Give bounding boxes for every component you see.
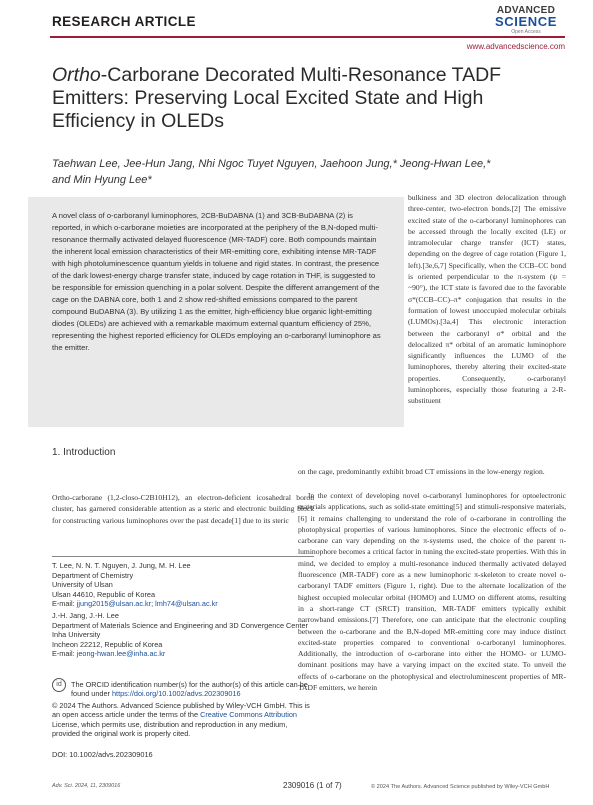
affiliation-univ: University of Ulsan [52, 580, 113, 590]
abstract-text: A novel class of o-carboranyl luminophores, 2CB-BuDABNA (1) and 3CB-BuDABNA (2) is reported, in which o-carborane moieties are incorporated at the periphery of the B,N-doped multi-resonance thermally activated delayed fluorescence (MR-TADF) core. Both compounds maintain the inherent local emission characteristics of their MR-emitting core, exhibiting intense MR-TADF with high photoluminescence quantum yields in toluene and rigid states. In contrast, the presence of the dark lowest-energy charge transfer state, induced by cage rotation in THF, is suggested to be responsible for emission quenching in a polar solvent. Despite the different arrangement of the cage on the DABNA core, both 1 and 2 show red-shifted emissions compared to the parent compound BuDABNA (3). By utilizing 1 as the emitter, high-efficiency blue organic light-emitting diodes (OLEDs) are achieved with a remarkable maximum external quantum efficiency of 25%, representing the highest reported efficiency for OLEDs employing an o-carboranyl luminophore as the emitter. [52, 211, 381, 352]
title-main-part: -Carborane Decorated Multi-Resonance TADF Emitters: Preserving Local Excited State and High Efficiency in OLEDs [52, 64, 502, 132]
affiliation-univ: Inha University [52, 630, 101, 640]
logo-line-3: Open Access [511, 29, 541, 35]
author-list [52, 156, 582, 188]
copyright-text-2: License, which permits use, distribution and reproduction in any medium, provided the original work is properly cited. [52, 719, 288, 739]
email-link[interactable]: jjung2015@ulsan.ac.kr; lmh74@ulsan.ac.kr [76, 599, 218, 609]
section-label: RESEARCH ARTICLE [52, 14, 196, 29]
affiliations [52, 561, 314, 661]
authors-line-2: and Min Hyung Lee* [52, 174, 152, 186]
body-paragraph-right-2 [298, 490, 566, 693]
journal-logo [487, 5, 565, 38]
orcid-link[interactable]: https://doi.org/10.1002/advs.202309016 [111, 689, 241, 699]
orcid-note-text: The ORCID identification number(s) for the author(s) of this article can be found under [71, 680, 308, 699]
footer-copyright: © 2024 The Authors. Advanced Science published by Wiley-VCH GmbH [371, 784, 550, 790]
doi: DOI: 10.1002/advs.202309016 [52, 750, 153, 759]
email-label: E-mail: [52, 649, 75, 659]
title-italic-part: Ortho [52, 64, 101, 86]
footer-citation: Adv. Sci. 2024, 11, 2309016 [52, 783, 121, 789]
authors-line-1: Taehwan Lee, Jee-Hun Jang, Nhi Ngoc Tuyet Nguyen, Jaehoon Jung,* Jeong-Hwan Lee,* [52, 158, 491, 170]
orcid-note [71, 680, 314, 699]
footer-page-number: 2309016 (1 of 7) [283, 781, 342, 790]
logo-line-2: SCIENCE [495, 14, 557, 29]
affiliation-dept: Department of Materials Science and Engineering and 3D Convergence Center [52, 620, 308, 630]
body-paragraph-intro: Ortho-carborane (1,2-closo-C2B10H12), an electron-deficient icosahedral boron cluster, has garnered considerable attention as a steric and electronic building block for constructing various luminophores over the past decade[1] due to its steric [52, 493, 314, 525]
header-rule [50, 36, 565, 38]
article-title [52, 64, 552, 133]
affiliation-rule [52, 556, 314, 557]
email-link[interactable]: jeong-hwan.lee@inha.ac.kr [76, 649, 166, 659]
affiliation-email-row [52, 599, 314, 609]
affiliation-names: J.-H. Jang, J.-H. Lee [52, 610, 119, 620]
section-heading-introduction: 1. Introduction [52, 447, 116, 458]
affiliation-dept: Department of Chemistry [52, 570, 134, 580]
orcid-icon[interactable]: id [52, 678, 66, 692]
right-p2-text: In the context of developing novel o-carboranyl luminophores for optoelectronic materials applications, such as solid-state emitting[5] and stimuli-responsive materials,[6] it remains challenging to understand the role of o-carborane in controlling the photophysical properties of various luminophores. Since the electronic effects of o-carborane can vary depending on the π-systems used, the choice of the parent π-luminophore becomes a critical factor in tuning the excited-state properties. With this in mind, we decided to employ a multi-resonance induced thermally activated delayed fluorescence (MR-TADF) core as a new luminophoric π-skeleton to create novel o-carboranyl TADF emitters (Figure 1, right). Due to the alternate localization of the highest occupied molecular orbital (HOMO) and LUMO on different atoms, resulting in a short-range CT (SRCT) transition, MR-TADF emitters typically exhibit narrowband emissions.[7] Therefore, one can anticipate that the electronic coupling between the o-carborane and the B,N-doped MR-emitting core may induce distinct excited-state properties compared to conventional o-carboranyl luminophores. Additionally, the introduction of o-carborane into either the HOMO- or LUMO-dominant positions may have a varying impact on the excited state. To unveil the effects of o-carborane on the photophysical and electroluminescent properties of MR-TADF emitters, we herein [298, 491, 566, 693]
affiliation-block-1 [52, 561, 314, 609]
affiliation-addr: Incheon 22212, Republic of Korea [52, 639, 163, 649]
body-paragraph-right-continued: on the cage, predominantly exhibit broad CT emissions in the low-energy region. [298, 467, 545, 476]
affiliation-email-row [52, 649, 314, 659]
affiliation-addr: Ulsan 44610, Republic of Korea [52, 589, 156, 599]
affiliation-names: T. Lee, N. N. T. Nguyen, J. Jung, M. H. Lee [52, 561, 191, 570]
copyright-notice [52, 701, 314, 739]
logo-line-1: ADVANCED [496, 5, 556, 16]
journal-url-link[interactable]: www.advancedscience.com [466, 42, 565, 51]
cc-license-link[interactable]: Creative Commons Attribution [200, 710, 297, 720]
copyright-text-1: © 2024 The Authors. Advanced Science published by Wiley-VCH GmbH. This is an open access article under the terms of the [52, 701, 310, 720]
email-label: E-mail: [52, 599, 75, 609]
body-paragraph-right-upper: bulkiness and 3D electron delocalization through three-center, two-electron bonds.[2] The emissive excited state of the o-carboranyl luminophores can be accessed through the locally excited (LE) or intramolecular charge transfer (ICT) states, depending on the degree of cage rotation (Figure 1, left).[3e,6,7] Specifically, when the CCB–CC bond is oriented perpendicular to the π-system (ψ = ~90°), the ICT state is favored due to the favorable σ*(CCB–CC)–π* conjugation that results in the formation of lowest unoccupied molecular orbitals (LUMOs).[3a,4] This electronic interaction between the carboranyl σ* orbital and the delocalized π* orbital of an aromatic luminophore significantly influences the LUMO of the luminophores, thereby altering their excited-state properties. Consequently, o-carboranyl luminophores, especially those featuring a 2-R-substituent [408, 193, 566, 406]
affiliation-block-2 [52, 611, 314, 659]
